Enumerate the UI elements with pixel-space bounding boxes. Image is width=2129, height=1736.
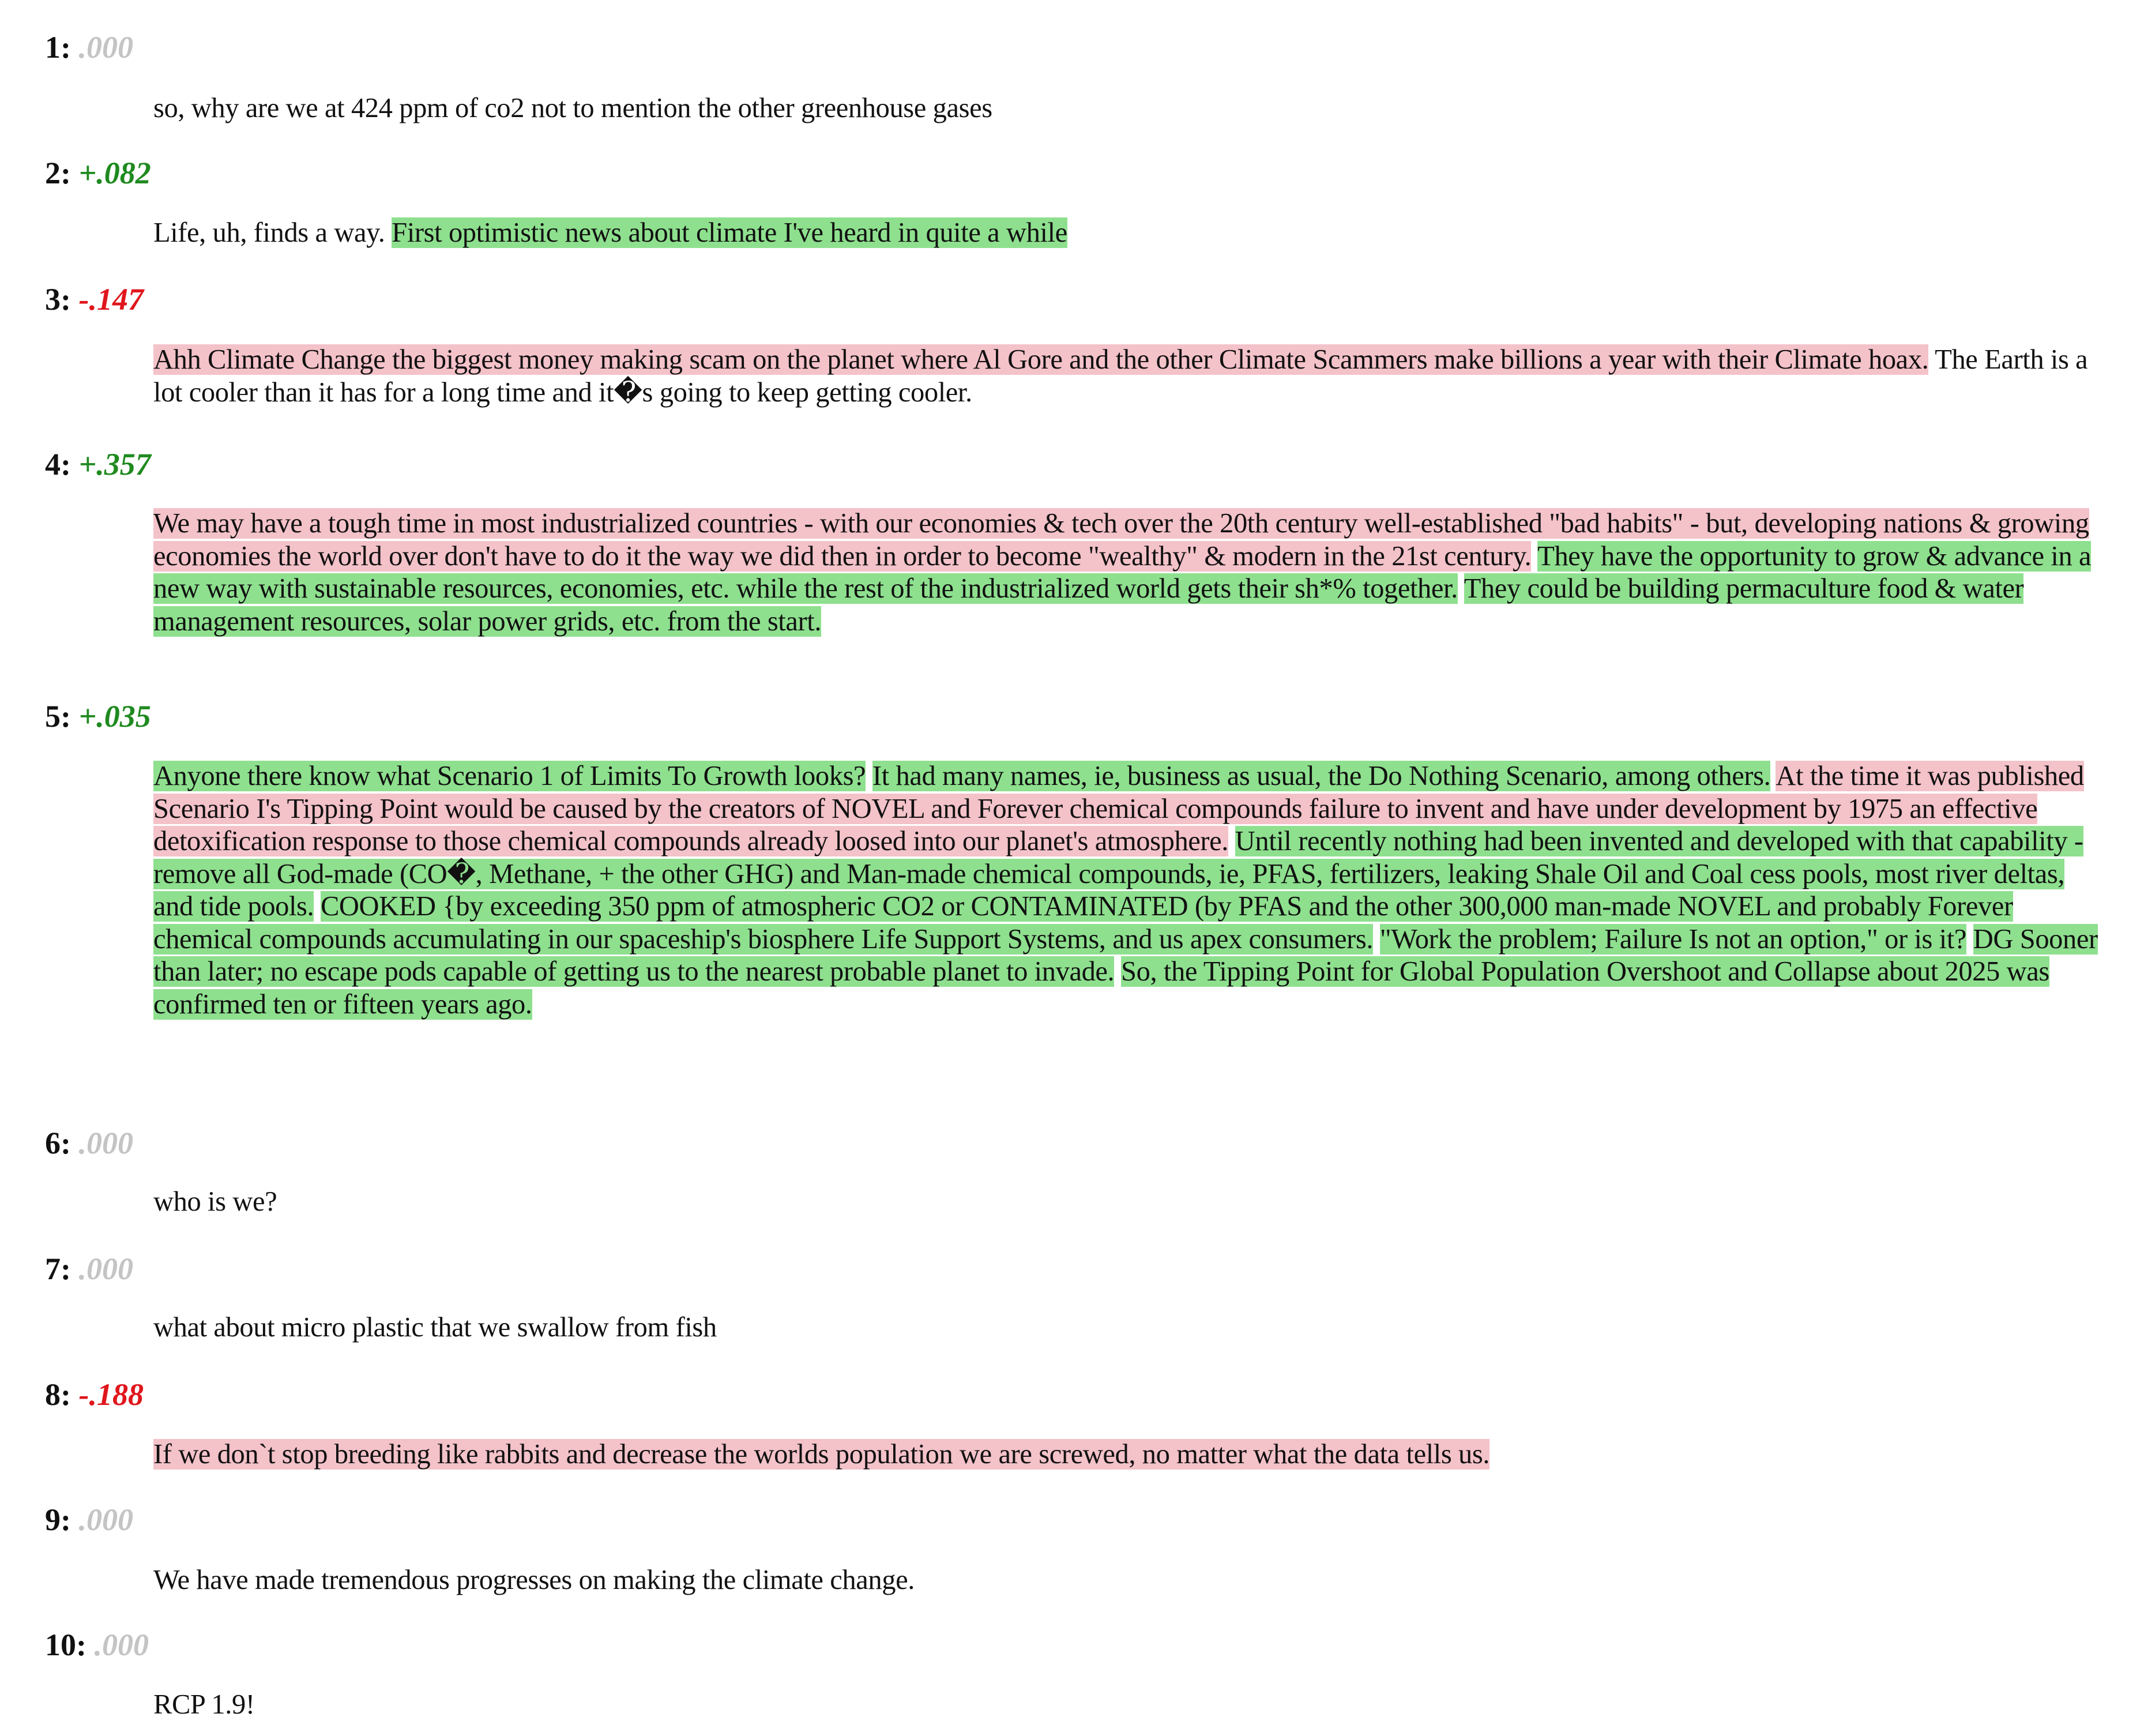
comment-text: [153, 1689, 2108, 1722]
entry-header: [45, 1250, 133, 1287]
comment-text: [153, 344, 2108, 409]
entry-header: [45, 698, 151, 735]
comment-text: [153, 1438, 2108, 1471]
sentiment-score: .000: [78, 1126, 133, 1160]
positive-highlight: First optimistic news about climate I've heard in quite a while: [392, 217, 1067, 248]
neutral-text: We have made tremendous progresses on making the climate change.: [153, 1565, 915, 1595]
entry-header: [45, 155, 151, 191]
neutral-text: what about micro plastic that we swallow from fish: [153, 1312, 717, 1343]
entry-header: [45, 29, 133, 66]
entry-number: 4:: [45, 447, 71, 482]
sentiment-score: .000: [94, 1628, 149, 1662]
neutral-text: [1114, 956, 1121, 987]
entry-number: 7:: [45, 1252, 71, 1286]
entry-header: [45, 1376, 144, 1413]
entry-number: 6:: [45, 1126, 71, 1160]
sentiment-score: +.082: [78, 156, 151, 190]
negative-highlight: If we don`t stop breeding like rabbits and decrease the worlds population we are screwed, no matter what the data tells us.: [153, 1439, 1490, 1470]
comment-text: [153, 1564, 2108, 1597]
sentiment-score: .000: [78, 1252, 133, 1286]
neutral-text: [866, 761, 872, 791]
positive-highlight: Until recently nothing had been invented and developed with that capability - remove all God-made (CO�, Methane, + the other GHG) and Man-made chemical compounds, ie, PFAS, fertilizers, leaking Shale Oil and Coal cess pools, most river deltas, and tide pools.: [153, 826, 2083, 922]
positive-highlight: Anyone there know what Scenario 1 of Limits To Growth looks?: [153, 761, 866, 791]
neutral-text: RCP 1.9!: [153, 1689, 255, 1720]
sentiment-score: +.035: [78, 699, 151, 734]
sentiment-score: -.188: [78, 1377, 144, 1412]
entry-number: 3:: [45, 282, 71, 317]
negative-highlight: At the time it was published Scenario I's Tipping Point would be caused by the creators of NOVEL and Forever chemical compounds failure to invent and have under development by 1975 an effective detoxification response to those chemical compounds already loosed into our planet's atmosphere.: [153, 761, 2084, 856]
neutral-text: [1228, 826, 1235, 856]
positive-highlight: They could be building permaculture food & water management resources, solar power grids, etc. from the start.: [153, 573, 2024, 637]
entry-number: 2:: [45, 156, 71, 190]
negative-highlight: We may have a tough time in most industrialized countries - with our economies & tech over the 20th century well-established "bad habits" - but, developing nations & growing economies the world over don't have to do it the way we did then in order to become "wealthy" & modern in the 21st century.: [153, 508, 2089, 572]
entry-number: 9:: [45, 1502, 71, 1537]
positive-highlight: DG Sooner than later; no escape pods capable of getting us to the nearest probable planet to invade.: [153, 923, 2098, 987]
comment-text: [153, 217, 2108, 250]
sentiment-score: .000: [78, 30, 133, 65]
positive-highlight: So, the Tipping Point for Global Population Overshoot and Collapse about 2025 was confirmed ten or fifteen years ago.: [153, 956, 2049, 1020]
positive-highlight: It had many names, ie, business as usual, the Do Nothing Scenario, among others.: [872, 761, 1771, 791]
neutral-text: so, why are we at 424 ppm of co2 not to mention the other greenhouse gases: [153, 93, 992, 123]
neutral-text: who is we?: [153, 1186, 277, 1217]
entry-number: 10:: [45, 1628, 86, 1662]
entry-number: 5:: [45, 699, 71, 734]
neutral-text: The Earth is a lot cooler than it has for a long time and it�s going to keep getting cooler.: [153, 344, 2088, 408]
sentiment-score: +.357: [78, 447, 151, 482]
positive-highlight: They have the opportunity to grow & advance in a new way with sustainable resources, economies, etc. while the rest of the industrialized world gets their sh*% together.: [153, 540, 2092, 604]
neutral-text: Life, uh, finds a way.: [153, 217, 392, 248]
positive-highlight: COOKED {by exceeding 350 ppm of atmospheric CO2 or CONTAMINATED (by PFAS and the other 300,000 man-made NOVEL and probably Forever chemical compounds accumulating in our spaceship's biosphere Life Support Systems, and us apex consumers.: [153, 891, 2013, 955]
positive-highlight: "Work the problem; Failure Is not an option," or is it?: [1379, 923, 1967, 955]
entry-header: [45, 1501, 133, 1538]
sentiment-score: .000: [78, 1502, 133, 1537]
comment-text: [153, 92, 2108, 125]
entry-number: 1:: [45, 30, 71, 65]
neutral-text: [1966, 924, 1973, 955]
neutral-text: [314, 891, 321, 922]
negative-highlight: Ahh Climate Change the biggest money making scam on the planet where Al Gore and the other Climate Scammers make billions a year with their Climate hoax.: [153, 344, 1929, 375]
entry-header: [45, 281, 144, 318]
sentiment-score: -.147: [78, 282, 144, 317]
neutral-text: [1458, 573, 1464, 604]
entry-header: [45, 446, 151, 483]
comment-text: [153, 1312, 2108, 1344]
neutral-text: [1373, 924, 1380, 955]
entry-header: [45, 1626, 149, 1663]
comment-text: [153, 760, 2108, 1021]
comment-text: [153, 508, 2108, 638]
neutral-text: [1531, 541, 1537, 572]
entry-header: [45, 1125, 133, 1162]
comment-text: [153, 1186, 2108, 1219]
entry-number: 8:: [45, 1377, 71, 1412]
